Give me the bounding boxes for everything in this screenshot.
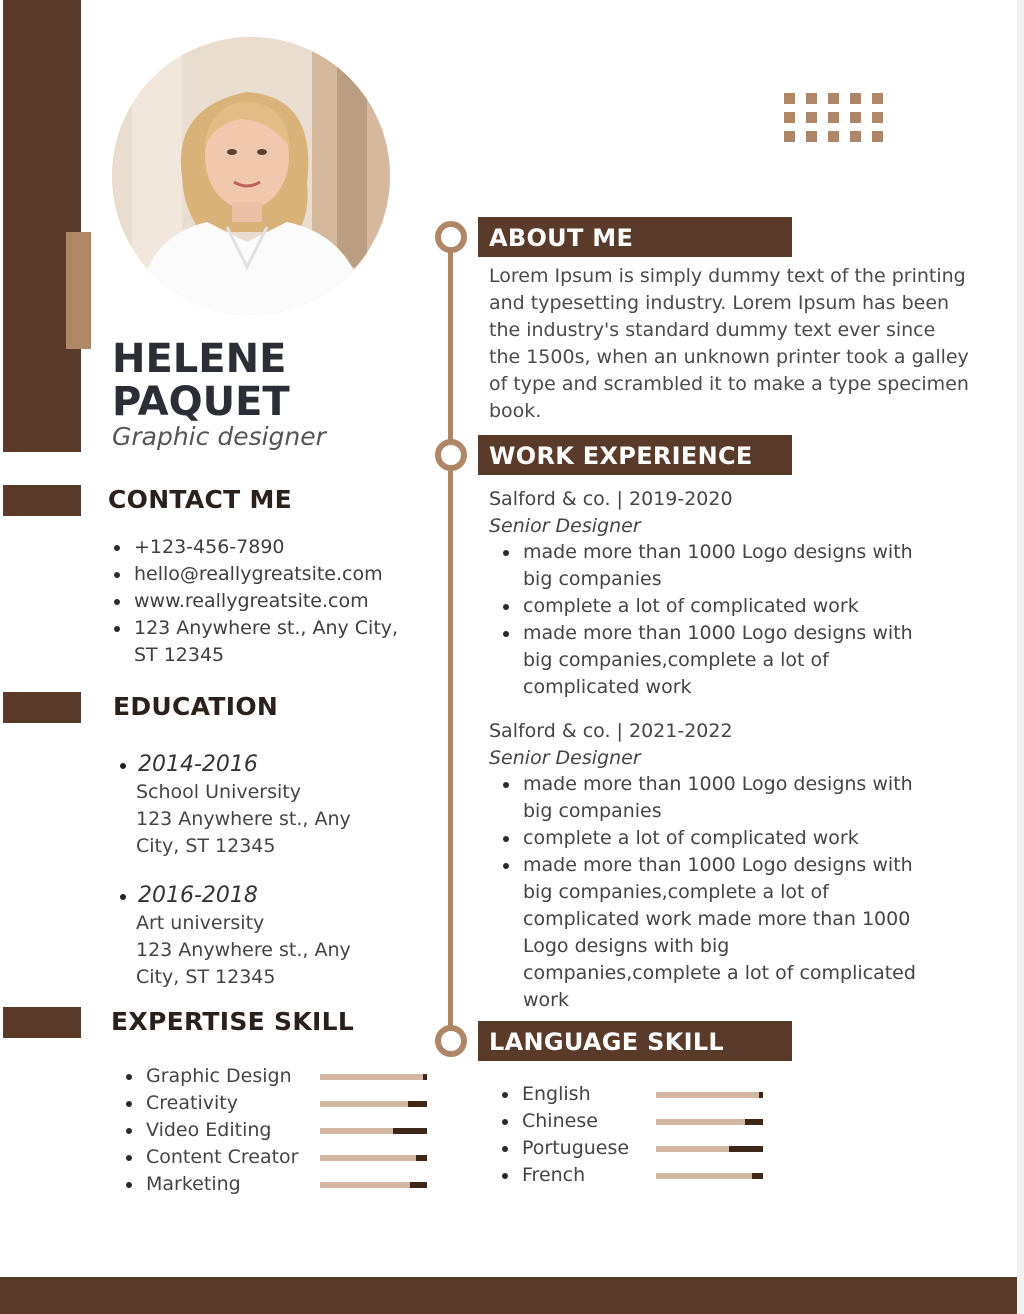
job-bullets <box>501 771 921 1014</box>
footer-band <box>0 1277 1024 1314</box>
education-school: School University <box>136 781 301 803</box>
skill-label: Marketing <box>146 1173 241 1195</box>
skill-item <box>124 1063 434 1090</box>
language-level-bar <box>656 1119 763 1125</box>
skill-level-fill <box>320 1182 410 1188</box>
language-list <box>500 1081 800 1189</box>
timeline-dot <box>435 221 467 253</box>
timeline-dot <box>435 439 467 471</box>
job-company: Salford & co. | 2019-2020 <box>489 488 733 510</box>
skill-level-bar <box>320 1128 427 1134</box>
skill-label: Graphic Design <box>146 1065 292 1087</box>
skill-item <box>124 1117 434 1144</box>
job-bullet: made more than 1000 Logo designs with big companies,complete a lot of complicated work <box>501 620 921 701</box>
job-bullets <box>501 539 921 701</box>
about-header: ABOUT ME <box>478 217 792 257</box>
skill-item <box>124 1090 434 1117</box>
timeline-dot <box>435 1025 467 1057</box>
education-address: 123 Anywhere st., Any City, ST 12345 <box>136 939 351 988</box>
skill-level-bar <box>320 1074 427 1080</box>
profile-photo <box>112 37 390 315</box>
timeline-line <box>448 237 453 1040</box>
about-text: Lorem Ipsum is simply dummy text of the printing and typesetting industry. Lorem Ipsum has been the industry's standard dummy text ever since the 1500s, when an unknown printer took a galley of type and scrambled it to make a type specimen book. <box>489 265 969 422</box>
last-name: PAQUET <box>112 379 290 425</box>
language-item <box>500 1135 800 1162</box>
contact-email: hello@reallygreatsite.com <box>112 561 412 588</box>
language-item <box>500 1162 800 1189</box>
contact-phone: +123-456-7890 <box>112 534 412 561</box>
language-level-fill <box>656 1173 752 1179</box>
language-level-bar <box>656 1146 763 1152</box>
portrait-illustration <box>112 37 390 315</box>
language-level-fill <box>656 1146 729 1152</box>
skill-label: Video Editing <box>146 1119 272 1141</box>
language-item <box>500 1108 800 1135</box>
education-years: 2014-2016 <box>138 752 258 777</box>
skill-label: Content Creator <box>146 1146 299 1168</box>
contact-address: 123 Anywhere st., Any City, ST 12345 <box>112 615 412 669</box>
skill-item <box>124 1144 434 1171</box>
job-bullet: complete a lot of complicated work <box>501 593 921 620</box>
education-title: EDUCATION <box>113 692 279 721</box>
job-company: Salford & co. | 2021-2022 <box>489 720 733 742</box>
skill-item <box>124 1171 434 1198</box>
job-entry <box>489 718 959 1014</box>
skill-level-fill <box>320 1074 423 1080</box>
job-entry <box>489 486 959 701</box>
job-bullet: made more than 1000 Logo designs with big companies <box>501 771 921 825</box>
language-header: LANGUAGE SKILL <box>478 1021 792 1061</box>
skill-level-bar <box>320 1182 427 1188</box>
decorative-dot-grid <box>784 93 884 143</box>
skills-list <box>124 1063 434 1198</box>
name-heading <box>112 338 290 424</box>
skills-section-tab <box>3 1007 81 1038</box>
education-address: 123 Anywhere st., Any City, ST 12345 <box>136 808 351 857</box>
job-bullet: complete a lot of complicated work <box>501 825 921 852</box>
education-section-tab <box>3 692 81 723</box>
language-level-bar <box>656 1092 763 1098</box>
job-position: Senior Designer <box>489 515 641 537</box>
job-bullet: made more than 1000 Logo designs with big companies,complete a lot of complicated work made more than 1000 Logo designs with big companies,complete a lot of complicated work <box>501 852 921 1014</box>
contact-list <box>112 534 412 669</box>
job-bullet: made more than 1000 Logo designs with big companies <box>501 539 921 593</box>
contact-title: CONTACT ME <box>108 485 293 514</box>
language-item <box>500 1081 800 1108</box>
education-years: 2016-2018 <box>138 883 258 908</box>
education-school: Art university <box>136 912 265 934</box>
sidebar-accent-bar <box>66 232 91 349</box>
job-position: Senior Designer <box>489 747 641 769</box>
job-role: Graphic designer <box>112 422 326 451</box>
education-entry <box>112 882 392 991</box>
skills-title: EXPERTISE SKILL <box>111 1007 355 1036</box>
language-level-fill <box>656 1092 759 1098</box>
contact-section-tab <box>3 485 81 516</box>
language-label: English <box>522 1083 591 1105</box>
skill-level-bar <box>320 1101 427 1107</box>
education-entry <box>112 751 392 860</box>
skill-level-fill <box>320 1155 416 1161</box>
skill-level-fill <box>320 1128 393 1134</box>
work-header: WORK EXPERIENCE <box>478 435 792 475</box>
sidebar-color-bar <box>3 0 81 452</box>
language-level-bar <box>656 1173 763 1179</box>
language-label: French <box>522 1164 586 1186</box>
page-edge <box>1017 0 1024 1314</box>
skill-label: Creativity <box>146 1092 238 1114</box>
language-label: Portuguese <box>522 1137 630 1159</box>
first-name: HELENE <box>112 336 287 382</box>
skill-level-bar <box>320 1155 427 1161</box>
language-level-fill <box>656 1119 745 1125</box>
contact-website: www.reallygreatsite.com <box>112 588 412 615</box>
language-label: Chinese <box>522 1110 598 1132</box>
skill-level-fill <box>320 1101 408 1107</box>
